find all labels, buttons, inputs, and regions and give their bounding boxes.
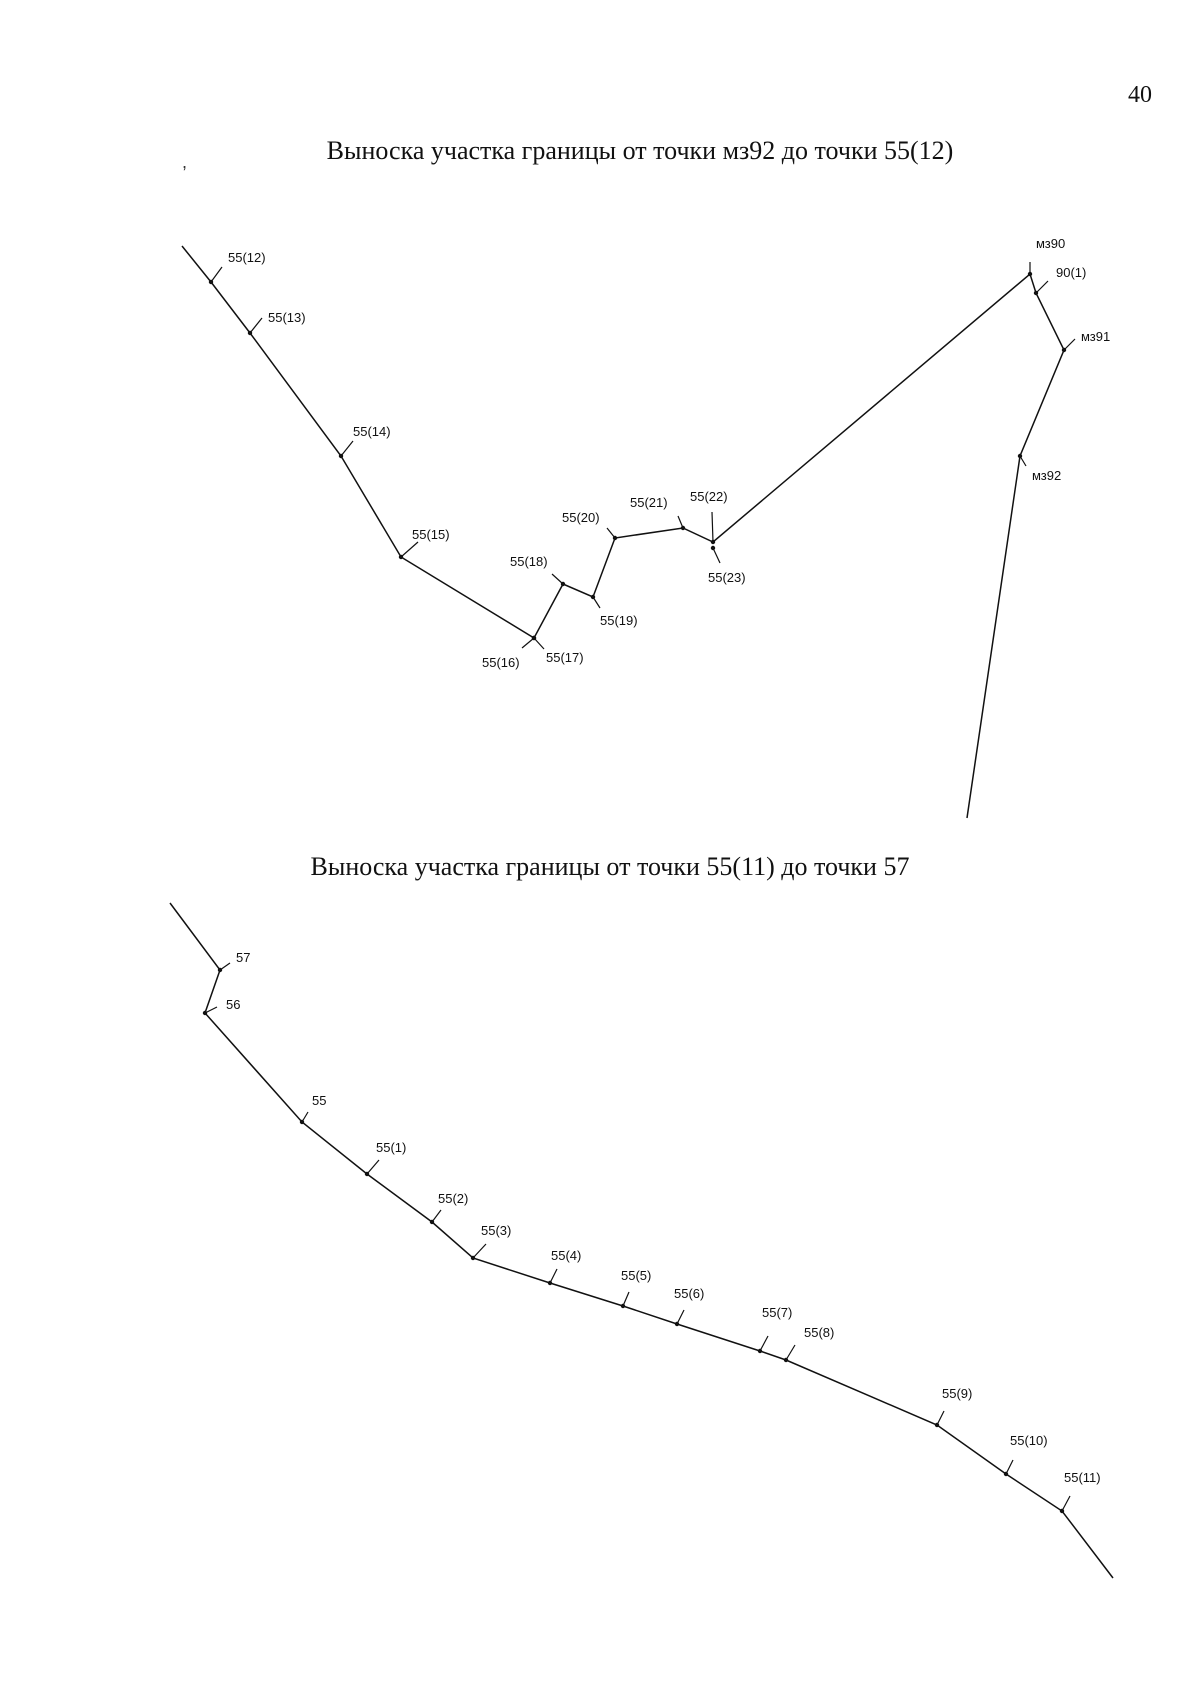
point-55-label: 55 <box>312 1093 327 1108</box>
point-55-21-label: 55(21) <box>630 495 668 510</box>
point-mz91-leader <box>1064 339 1075 350</box>
point-55-7-leader <box>760 1336 768 1351</box>
point-55-13-marker <box>248 331 252 335</box>
point-mz90-label: мз90 <box>1036 236 1066 251</box>
point-55-20-label: 55(20) <box>562 510 600 525</box>
point-55-17-leader <box>534 638 544 649</box>
section-2-title: Выноска участка границы от точки 55(11) до точки 57 <box>310 852 910 881</box>
point-55-12-leader <box>211 267 222 282</box>
point-55-16-label: 55(16) <box>482 655 520 670</box>
point-55-5-label: 55(5) <box>621 1268 652 1283</box>
point-55-10-label: 55(10) <box>1010 1433 1048 1448</box>
point-mz90-marker <box>1028 272 1032 276</box>
point-55-18-marker <box>561 582 565 586</box>
point-55-22-leader <box>712 512 713 542</box>
point-55-10-leader <box>1006 1460 1013 1474</box>
point-55-4-leader <box>550 1269 557 1283</box>
point-55-2-label: 55(2) <box>438 1191 469 1206</box>
point-90-1-leader <box>1036 281 1048 293</box>
point-55-14-label: 55(14) <box>353 424 391 439</box>
section-1-title: Выноска участка границы от точки мз92 до точки 55(12) <box>326 136 954 165</box>
point-55-8-marker <box>784 1358 788 1362</box>
point-55-18-label: 55(18) <box>510 554 548 569</box>
section-2-boundary-line-1 <box>170 903 1113 1578</box>
point-55-23-marker <box>711 546 715 550</box>
point-55-12-label: 55(12) <box>228 250 266 265</box>
point-mz92-marker <box>1018 454 1022 458</box>
point-55-18-leader <box>552 574 563 584</box>
point-55-1-label: 55(1) <box>376 1140 407 1155</box>
point-90-1-label: 90(1) <box>1056 265 1087 280</box>
point-55-22-marker <box>711 540 715 544</box>
point-55-10-marker <box>1004 1472 1008 1476</box>
point-55-2-marker <box>430 1220 434 1224</box>
point-55-7-label: 55(7) <box>762 1305 793 1320</box>
point-55-20-marker <box>613 536 617 540</box>
page-number: 40 <box>1128 82 1152 108</box>
point-55-21-marker <box>681 526 685 530</box>
point-55-9-label: 55(9) <box>942 1386 973 1401</box>
point-55-11-leader <box>1062 1496 1070 1511</box>
point-55-1-marker <box>365 1172 369 1176</box>
point-55-8-label: 55(8) <box>804 1325 835 1340</box>
point-55-23-leader <box>713 548 720 563</box>
point-55-9-leader <box>937 1411 944 1425</box>
point-55-2-leader <box>432 1210 441 1222</box>
point-55-3-marker <box>471 1256 475 1260</box>
point-55-11-marker <box>1060 1509 1064 1513</box>
point-55-15-label: 55(15) <box>412 527 450 542</box>
point-55-5-marker <box>621 1304 625 1308</box>
point-57-marker <box>218 968 222 972</box>
point-55-4-label: 55(4) <box>551 1248 582 1263</box>
point-55-5-leader <box>623 1292 629 1306</box>
point-55-8-leader <box>786 1345 795 1360</box>
point-mz91-label: мз91 <box>1081 329 1111 344</box>
point-55-marker <box>300 1120 304 1124</box>
point-55-13-leader <box>250 318 262 333</box>
point-55-16-leader <box>522 638 534 648</box>
point-56-label: 56 <box>226 997 241 1012</box>
point-55-6-label: 55(6) <box>674 1286 705 1301</box>
point-55-4-marker <box>548 1281 552 1285</box>
point-57-label: 57 <box>236 950 251 965</box>
point-55-19-marker <box>591 595 595 599</box>
point-55-14-leader <box>341 441 353 456</box>
point-55-12-marker <box>209 280 213 284</box>
point-55-3-label: 55(3) <box>481 1223 512 1238</box>
point-90-1-marker <box>1034 291 1038 295</box>
point-55-3-leader <box>473 1244 486 1258</box>
point-55-14-marker <box>339 454 343 458</box>
point-55-1-leader <box>367 1160 379 1174</box>
point-55-22-label: 55(22) <box>690 489 728 504</box>
point-55-9-marker <box>935 1423 939 1427</box>
section-2-boundary <box>170 903 1113 1578</box>
point-55-23-label: 55(23) <box>708 570 746 585</box>
point-55-6-leader <box>677 1310 684 1324</box>
scan-mark: , <box>182 152 188 172</box>
point-55-17-label: 55(17) <box>546 650 584 665</box>
point-mz91-marker <box>1062 348 1066 352</box>
point-55-11-label: 55(11) <box>1064 1470 1101 1485</box>
point-55-19-label: 55(19) <box>600 613 638 628</box>
section-1-boundary <box>182 236 1110 818</box>
point-55-7-marker <box>758 1349 762 1353</box>
point-56-marker <box>203 1011 207 1015</box>
section-1-boundary-line-1 <box>182 246 1064 818</box>
point-55-13-label: 55(13) <box>268 310 306 325</box>
point-mz92-label: мз92 <box>1032 468 1062 483</box>
point-55-15-marker <box>399 555 403 559</box>
point-55-15-leader <box>401 542 418 557</box>
point-55-17-marker <box>532 636 536 640</box>
point-55-6-marker <box>675 1322 679 1326</box>
